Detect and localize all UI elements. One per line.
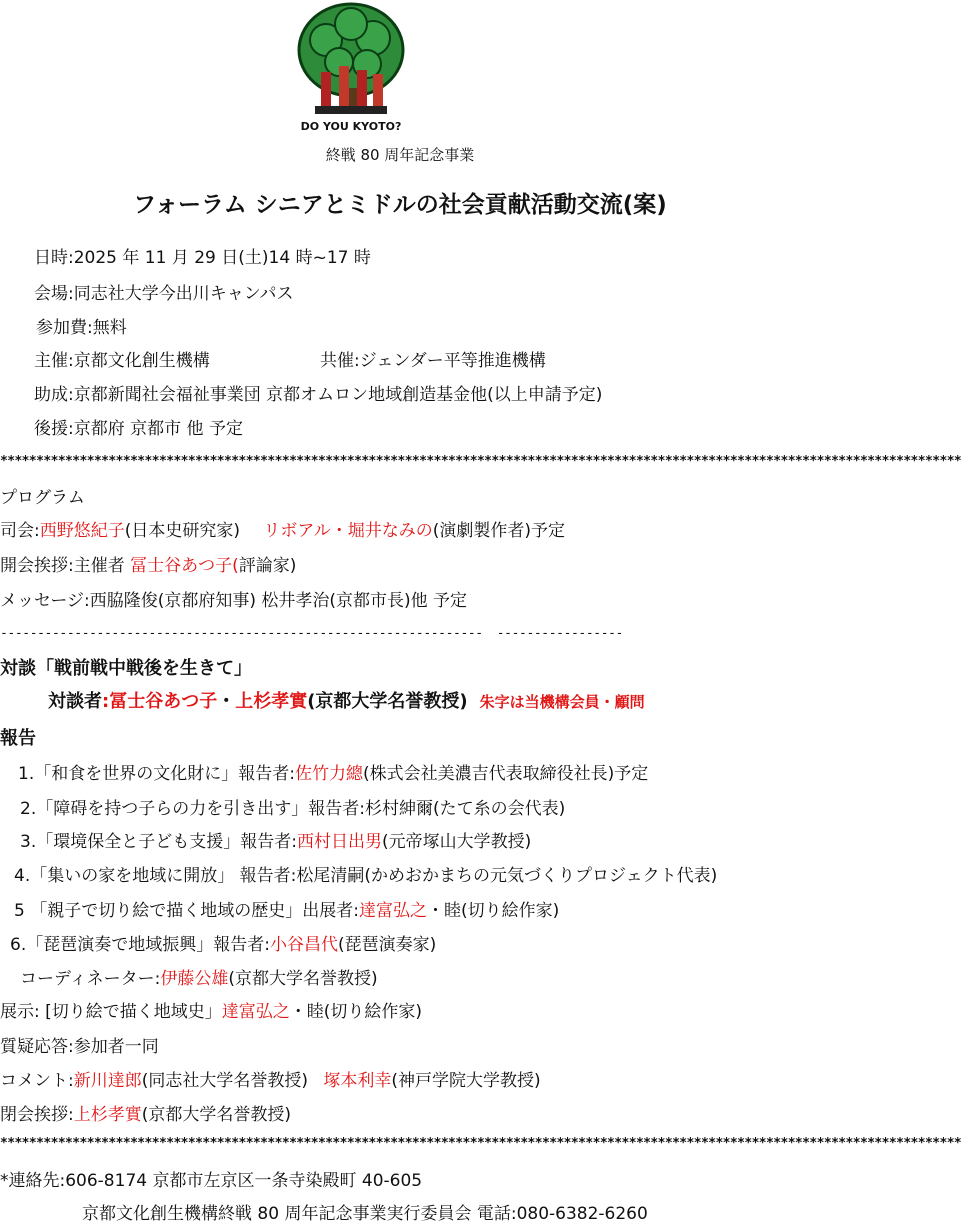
do-you-kyoto-logo [281,0,421,140]
report-item-3: 3.「環境保全と子ども支援」報告者:西村日出男(元帝塚山大学教授) [20,832,532,852]
logo-caption: DO YOU KYOTO? [300,120,402,133]
mc-aff-1: (日本史研究家) [124,521,246,541]
opening-prefix: 開会挨拶:主催者 [0,556,131,576]
contact-committee: 京都文化創生機構終戦 80 周年記念事業実行委員会 電話:080-6382-6260 [82,1204,648,1224]
info-datetime: 日時:2025 年 11 月 29 日(土)14 時~17 時 [34,248,371,268]
coordinator: コーディネーター:伊藤公雄(京都大学名誉教授) [20,969,378,989]
dialogue-prefix: 対談者 [48,691,102,712]
contact-address: *連絡先:606-8174 京都市左京区一条寺染殿町 40-605 [0,1171,423,1191]
report-item-2: 2.「障碍を持つ子らの力を引き出す」報告者:杉村紳爾(たて糸の会代表) [20,799,566,819]
opening-name: 冨士谷あつ子( [130,556,239,576]
program-opening [0,554,296,578]
program-heading: プログラム [0,488,85,508]
mc-name-2: リボアル・堀井なみの [263,521,433,541]
dialogue-aff: (京都大学名誉教授) [307,691,468,712]
program-mc [0,519,565,543]
info-cohost: 共催:ジェンダー平等推進機構 [320,351,546,371]
info-venue: 会場:同志社大学今出川キャンパス [34,284,294,304]
qa: 質疑応答:参加者一同 [0,1037,159,1057]
red-text-note: 朱字は当機構会員・顧問 [479,693,645,711]
exhibit: 展示: [切り絵で描く地域史」達富弘之・睦(切り絵作家) [0,1002,423,1022]
report-item-5: 5 「親子で切り絵で描く地域の歴史」出展者:達富弘之・睦(切り絵作家) [14,901,560,921]
separator-dashes [0,626,800,641]
info-host: 主催:京都文化創生機構 [34,351,210,371]
info-fee: 参加費:無料 [36,318,127,338]
event-subtitle: 終戦 80 周年記念事業 [325,146,475,164]
dialogue-name-1: :冨士谷あつ子 [102,691,218,712]
dialogue-heading: 対談「戦前戦中戦後を生きて」 [0,658,252,679]
mc-prefix: 司会: [0,521,40,541]
dashes-b: ----------------- [496,626,623,641]
separator-stars-top: ************************************************************************************************************************************* [0,454,961,469]
opening-aff: 評論家) [238,556,297,576]
dialogue-dot: ・ [217,691,236,712]
page-title: フォーラム シニアとミドルの社会貢献活動交流(案) [133,192,667,218]
mc-aff-2: (演劇製作者)予定 [432,521,565,541]
separator-stars-bottom: ************************************************************************************************************************************* [0,1136,961,1151]
reports-heading: 報告 [0,728,36,749]
report-item-6: 6.「琵琶演奏で地域振興」報告者:小谷昌代(琵琶演奏家) [10,935,437,955]
comment: コメント:新川達郎(同志社大学名誉教授) 塚本利幸(神戸学院大学教授) [0,1071,541,1091]
mc-name-1: 西野悠紀子 [39,521,125,541]
report-item-4: 4.「集いの家を地域に開放」 報告者:松尾清嗣(かめおかまちの元気づくりプロジェクト代表) [14,866,718,886]
closing: 閉会挨拶:上杉孝實(京都大学名誉教授) [0,1105,291,1125]
dashes-a: ----------------------------------------------------------------- [0,626,483,641]
info-grant: 助成:京都新聞社会福祉事業団 京都オムロン地域創造基金他(以上申請予定) [34,385,603,405]
program-message: メッセージ:西脇隆俊(京都府知事) 松井孝治(京都市長)他 予定 [0,591,468,611]
info-support: 後援:京都府 京都市 他 予定 [34,419,243,439]
dialogue-name-2: 上杉孝實 [235,691,308,712]
report-item-1: 1.「和食を世界の文化財に」報告者:佐竹力總(株式会社美濃吉代表取締役社長)予定 [18,764,649,784]
dialogue-speakers [48,690,645,714]
